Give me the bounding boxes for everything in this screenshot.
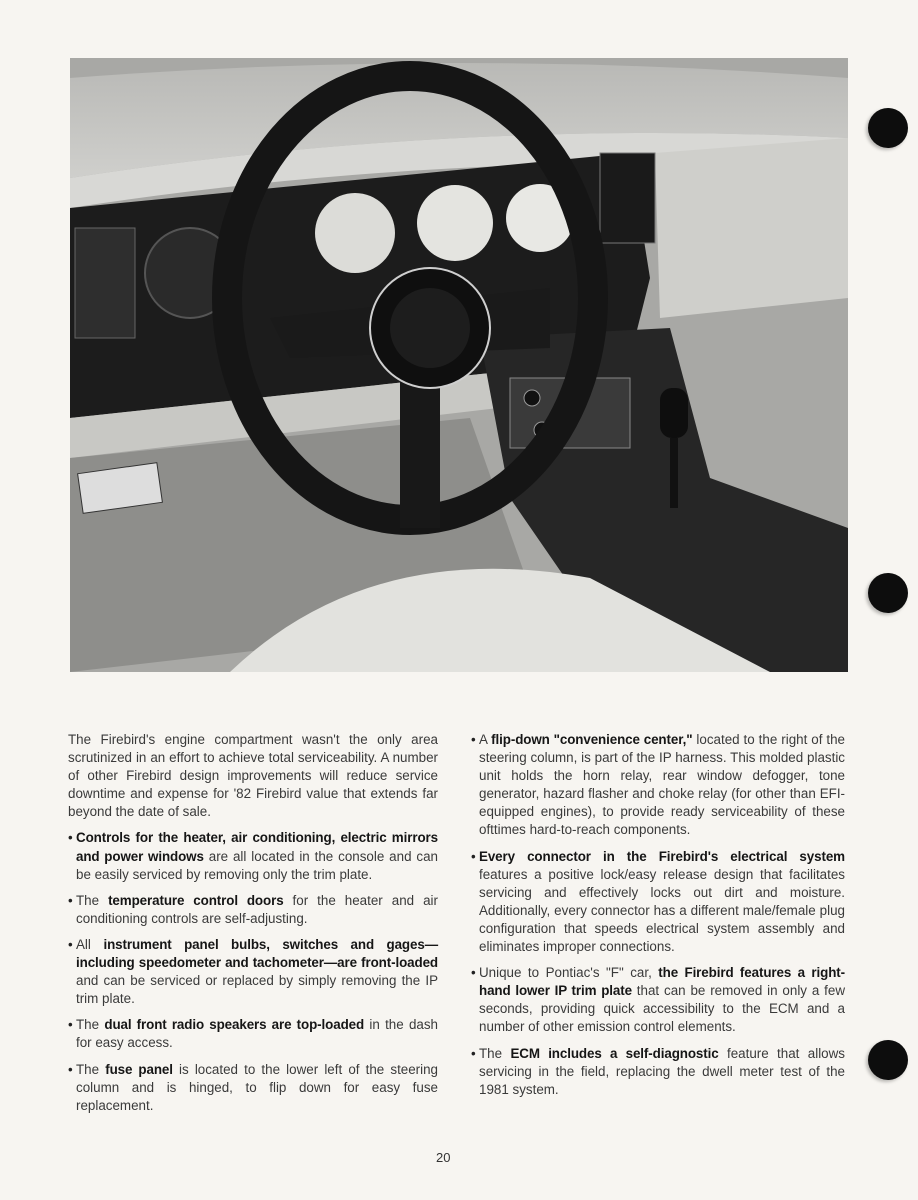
right-bullet-list [471,731,845,1099]
bullet-emphasis: fuse panel [105,1061,173,1077]
bullet-item [68,936,438,1008]
intro-paragraph: The Firebird's engine compartment wasn't the only area scrutinized in an effort to achieve total serviceability. A number of other Firebird design improvements will reduce service downtime and expense for '82 Firebird value that extends far beyond the date of sale. [68,732,438,820]
bullet-text: located to the right of the steering column, is part of the IP harness. This molded plastic unit holds the horn relay, rear window defogger, tone generator, hazard flasher and choke relay (for other than EFI-equipped engines), to provide ready serviceability of these ofttimes hard-to-reach components. [479,732,846,838]
page-number: 20 [436,1150,451,1165]
binder-hole [868,1040,908,1080]
right-column [471,731,845,1107]
bullet-text: features a positive lock/easy release design that facilitates servicing and effectively locks out dirt and moisture. Additionally, every connector has a different male/female plug configuration that speeds electrical system assembly and eliminates improper connections. [479,866,845,955]
bullet-item [471,731,845,840]
bullet-item [68,1016,438,1052]
bullet-item [68,1061,438,1115]
left-column [68,731,438,1123]
bullet-emphasis: Every connector in the Firebird's electrical system [479,848,845,864]
bullet-emphasis: the Firebird features a right-hand lower IP trim plate [479,965,845,999]
bullet-item [68,892,438,928]
bullet-text: The [479,1045,511,1061]
bullet-text: The [76,1017,105,1033]
binder-hole [868,108,908,148]
bullet-text: are all located in the console and can be easily serviced by removing only the trim plate. [76,848,438,882]
bullet-text: The [76,1061,106,1077]
bullet-text: The [76,892,109,908]
bullet-text: for the heater and air conditioning controls are self-adjusting. [76,892,438,926]
bullet-text: is located to the lower left of the steering column and is hinged, to flip down for easy fuse replacement. [76,1061,439,1113]
left-bullet-list [68,829,438,1114]
bullet-emphasis: Controls for the heater, air conditioning, electric mirrors and power windows [76,830,438,864]
bullet-item [471,964,845,1036]
bullet-text: and can be serviced or replaced by simply removing the IP trim plate. [76,973,438,1007]
bullet-emphasis: flip-down "convenience center," [491,732,693,747]
bullet-item [471,1045,845,1099]
firebird-dashboard-illustration [70,58,848,672]
bullet-text: All [76,936,104,952]
bullet-emphasis: ECM includes a self-diagnostic [510,1045,719,1061]
bullet-emphasis: instrument panel bulbs, switches and gages—including speedometer and tachometer—are front-loaded [76,936,438,971]
bullet-text: feature that allows servicing in the field, replacing the dwell meter test of the 1981 system. [479,1045,845,1097]
bullet-text: in the dash for easy access. [76,1017,439,1051]
interior-photo [70,58,848,672]
bullet-emphasis: temperature control doors [108,892,284,908]
bullet-item [68,829,438,883]
bullet-text: Unique to Pontiac's "F" car, [479,965,659,981]
bullet-emphasis: dual front radio speakers are top-loaded [104,1017,365,1033]
bullet-item [471,848,845,957]
binder-hole [868,573,908,613]
bullet-text: A [479,732,492,747]
bullet-text: that can be removed in only a few seconds, providing quick accessibility to the ECM and a number of other emission control elements. [479,983,845,1035]
